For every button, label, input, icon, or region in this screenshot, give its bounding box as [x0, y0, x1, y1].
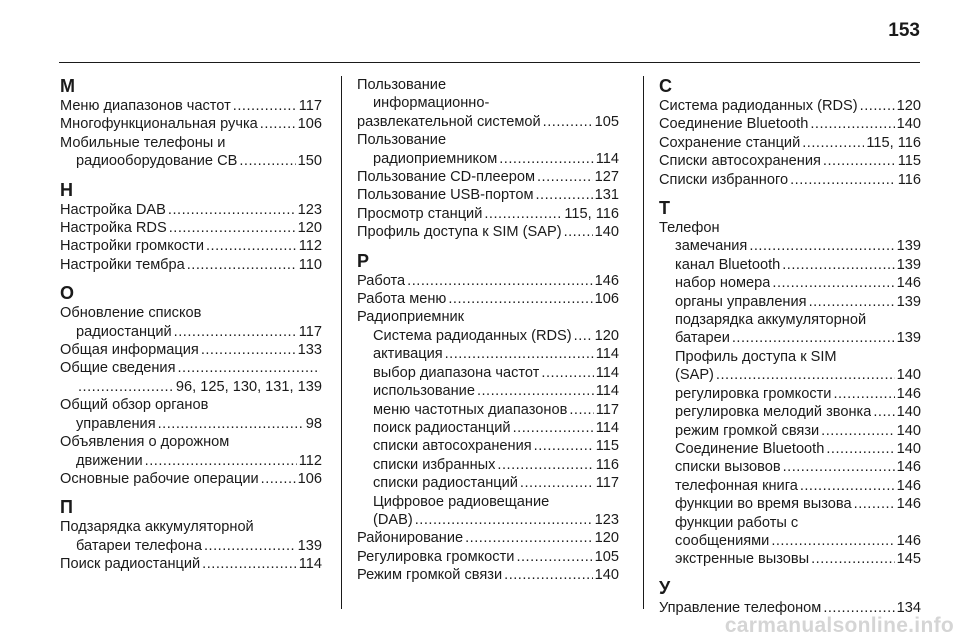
section-letter: У	[659, 577, 671, 598]
index-entry-term: выбор диапазона частот	[373, 364, 540, 381]
index-entry	[60, 256, 322, 274]
dot-leader	[772, 274, 894, 292]
index-entry	[357, 168, 619, 186]
index-entry-term: активация	[373, 346, 443, 363]
index-entry	[60, 237, 322, 255]
index-entry	[659, 293, 921, 311]
dot-leader	[800, 477, 895, 495]
index-entry-page: 139	[896, 256, 921, 273]
index-entry	[60, 323, 322, 341]
index-entry-term: Профиль доступа к SIM (SAP)	[357, 224, 562, 241]
index-entry-term: регулировка мелодий звонка	[675, 404, 872, 421]
dot-leader	[569, 401, 593, 419]
index-entry-term: Соединение Bluetooth	[675, 440, 825, 457]
dot-leader	[448, 290, 592, 308]
index-entry-term: регулировка громкости	[675, 385, 832, 402]
index-entry-page: 134	[896, 599, 921, 616]
index-entry	[659, 422, 921, 440]
index-column-1	[60, 76, 322, 574]
section-letter: О	[60, 283, 75, 304]
index-entry-term: функции во время вызова	[675, 496, 852, 513]
index-entry-line: информационно-	[373, 95, 490, 112]
index-entry	[60, 201, 322, 219]
index-entry	[357, 419, 619, 437]
index-entry-term: Работа меню	[357, 291, 447, 308]
index-entry	[357, 290, 619, 308]
index-entry	[357, 345, 619, 363]
index-entry-page: 115	[595, 438, 619, 455]
index-entry	[659, 403, 921, 421]
index-entry-page: 146	[896, 275, 921, 292]
index-entry-term: (DAB)	[373, 511, 413, 528]
index-entry-page: 123	[297, 201, 322, 218]
index-entry-page: 115, 116	[866, 134, 921, 151]
dot-leader	[177, 359, 320, 377]
index-entry	[357, 272, 619, 290]
dot-leader	[860, 97, 895, 115]
index-entry-page: 145	[896, 551, 921, 568]
section-letter: С	[659, 76, 672, 96]
index-entry-term: Настройка RDS	[60, 220, 167, 237]
index-entry-term: радиоприемником	[373, 150, 498, 167]
index-entry-page: 146	[594, 272, 619, 289]
index-entry-term: радиооборудование CB	[76, 153, 238, 170]
dot-leader	[158, 415, 304, 433]
index-entry-page: 139	[896, 293, 921, 310]
index-entry-term: режим громкой связи	[675, 422, 820, 439]
index-entry-page: 114	[595, 364, 619, 381]
dot-leader	[574, 327, 593, 345]
index-entry	[357, 150, 619, 168]
dot-leader	[811, 550, 895, 568]
index-entry	[659, 550, 921, 568]
index-entry	[60, 452, 322, 470]
dot-leader	[749, 237, 894, 255]
dot-leader	[854, 495, 895, 513]
index-entry-term: Система радиоданных (RDS)	[659, 98, 858, 114]
index-entry-term: канал Bluetooth	[675, 256, 781, 273]
index-entry	[60, 415, 322, 433]
index-entry-term: батареи	[675, 330, 730, 347]
index-entry-page: 105	[594, 548, 619, 565]
index-entry-term: использование	[373, 383, 475, 400]
index-entry-term: Настройки громкости	[60, 238, 204, 255]
index-entry-term: управления	[76, 415, 156, 432]
index-entry	[659, 134, 921, 152]
index-entry	[60, 115, 322, 133]
index-entry-page: 115, 116	[564, 205, 619, 222]
index-entry	[60, 359, 322, 377]
index-entry-term: списки избранных	[373, 456, 496, 473]
dot-leader	[445, 345, 594, 363]
index-entry-term: Система радиоданных (RDS)	[373, 327, 572, 344]
index-entry-line: Подзарядка аккумуляторной	[60, 519, 254, 536]
dot-leader	[78, 378, 174, 396]
index-entry-line: Пользование	[357, 77, 447, 93]
dot-leader	[201, 341, 296, 359]
index-entry-term: Режим громкой связи	[357, 567, 503, 584]
dot-leader	[536, 186, 593, 204]
dot-leader	[541, 364, 593, 382]
dot-leader	[802, 134, 864, 152]
page-number: 153	[888, 20, 920, 41]
index-entry-page: 131	[594, 187, 619, 204]
dot-leader	[202, 555, 297, 573]
index-entry-term: органы управления	[675, 293, 807, 310]
index-entry-page: 105	[594, 113, 619, 130]
section-letter: М	[60, 76, 75, 96]
dot-leader	[810, 115, 894, 133]
index-entry	[659, 256, 921, 274]
index-entry	[357, 474, 619, 492]
index-entry-page: 146	[896, 459, 921, 476]
index-entry	[60, 555, 322, 573]
dot-leader	[823, 152, 896, 170]
index-entry-term: Сохранение станций	[659, 134, 801, 151]
index-entry	[60, 152, 322, 170]
index-entry-term: Управление телефоном	[659, 599, 822, 616]
index-entry-line: Общий обзор органов	[60, 397, 209, 414]
dot-leader	[239, 152, 295, 170]
index-entry	[60, 470, 322, 488]
dot-leader	[873, 403, 894, 421]
dot-leader	[168, 201, 296, 219]
index-entry-page: 123	[594, 511, 619, 528]
index-entry	[60, 378, 322, 396]
dot-leader	[206, 237, 297, 255]
index-entry	[659, 366, 921, 384]
index-entry	[357, 113, 619, 131]
index-entry-line: Профиль доступа к SIM	[675, 348, 837, 365]
index-entry-term: Меню диапазонов частот	[60, 98, 231, 114]
index-entry-term: Списки автосохранения	[659, 153, 821, 170]
index-entry-page: 146	[896, 477, 921, 494]
index-entry	[357, 205, 619, 223]
index-entry-page: 139	[896, 238, 921, 255]
index-entry	[357, 548, 619, 566]
index-entry-line: подзарядка аккумуляторной	[675, 312, 867, 329]
dot-leader	[174, 323, 297, 341]
index-entry-page: 139	[297, 537, 322, 554]
index-entry-page: 127	[594, 169, 619, 186]
index-entry-page: 106	[297, 470, 322, 487]
dot-leader	[790, 171, 896, 189]
dot-leader	[187, 256, 297, 274]
index-entry	[659, 458, 921, 476]
dot-leader	[716, 366, 895, 384]
index-entry-term: радиостанций	[76, 323, 172, 340]
index-column-2	[357, 76, 619, 585]
dot-leader	[261, 470, 296, 488]
index-entry-line: Обновление списков	[60, 305, 202, 322]
dot-leader	[415, 511, 593, 529]
index-entry	[357, 456, 619, 474]
dot-leader	[821, 422, 894, 440]
index-entry-term: движении	[76, 452, 143, 469]
index-entry	[357, 437, 619, 455]
index-entry	[60, 219, 322, 237]
index-entry-page: 140	[896, 116, 921, 133]
dot-leader	[497, 456, 593, 474]
index-entry	[60, 341, 322, 359]
index-entry	[60, 97, 322, 115]
index-entry-term: Настройка DAB	[60, 201, 166, 218]
index-entry	[60, 537, 322, 555]
index-entry-term: списки радиостанций	[373, 475, 518, 492]
index-entry-page: 106	[594, 291, 619, 308]
index-entry	[357, 327, 619, 345]
index-entry-page: 114	[595, 346, 619, 363]
dot-leader	[833, 385, 894, 403]
index-entry-line: Цифровое радиовещание	[373, 493, 550, 510]
index-entry	[357, 223, 619, 241]
dot-leader	[233, 97, 297, 115]
index-entry-term: экстренные вызовы	[675, 551, 810, 568]
index-entry	[357, 401, 619, 419]
index-entry-page: 117	[298, 323, 322, 340]
index-entry	[659, 115, 921, 133]
index-entry-term: замечания	[675, 238, 748, 255]
watermark: carmanualsonline.info	[724, 614, 954, 637]
index-entry-page: 146	[896, 385, 921, 402]
dot-leader	[520, 474, 594, 492]
index-entry-term: Основные рабочие операции	[60, 470, 259, 487]
dot-leader	[771, 532, 894, 550]
index-entry-page: 114	[595, 383, 619, 400]
index-entry-page: 120	[297, 220, 322, 237]
index-entry-term: меню частотных диапазонов	[373, 401, 568, 418]
dot-leader	[407, 272, 592, 290]
index-entry-page: 112	[298, 452, 322, 469]
index-entry	[659, 274, 921, 292]
dot-leader	[145, 452, 297, 470]
index-entry-page: 115	[897, 153, 921, 170]
index-entry-page: 110	[298, 256, 322, 273]
section-letter: Р	[357, 250, 370, 271]
index-entry	[357, 382, 619, 400]
index-entry-term: Просмотр станций	[357, 205, 483, 222]
index-entry-page: 96, 125, 130, 131, 139	[175, 378, 322, 395]
index-entry-line: Мобильные телефоны и	[60, 134, 226, 151]
index-entry	[357, 511, 619, 529]
dot-leader	[826, 440, 894, 458]
index-entry-page: 140	[896, 367, 921, 384]
index-entry-page: 106	[297, 116, 322, 133]
index-entry-term: батареи телефона	[76, 537, 202, 554]
index-entry	[357, 529, 619, 547]
index-entry-term: телефонная книга	[675, 477, 798, 494]
section-letter: Т	[659, 198, 670, 219]
index-entry-term: списки вызовов	[675, 459, 781, 476]
index-entry-page: 114	[595, 150, 619, 167]
column-divider-2	[643, 76, 644, 609]
index-entry-line: Телефон	[659, 220, 720, 237]
dot-leader	[534, 437, 594, 455]
index-entry	[659, 440, 921, 458]
index-entry-page: 120	[594, 327, 619, 344]
index-entry-page: 120	[896, 98, 921, 114]
index-entry-line: Пользование	[357, 132, 447, 149]
index-entry-page: 140	[896, 404, 921, 421]
index-entry-term: Настройки тембра	[60, 256, 185, 273]
index-column-3	[659, 76, 921, 617]
index-entry-line: Радиоприемник	[357, 309, 465, 326]
index-entry	[659, 97, 921, 115]
section-letter: П	[60, 497, 73, 518]
dot-leader	[783, 458, 895, 476]
dot-leader	[564, 223, 593, 241]
index-entry-page: 140	[896, 422, 921, 439]
index-entry	[659, 329, 921, 347]
index-entry-page: 117	[298, 98, 322, 114]
dot-leader	[732, 329, 895, 347]
index-entry-page: 120	[594, 530, 619, 547]
index-entry-term: Регулировка громкости	[357, 548, 515, 565]
index-entry-term: Многофункциональная ручка	[60, 116, 258, 133]
index-entry	[357, 186, 619, 204]
index-entry	[659, 477, 921, 495]
index-entry	[659, 385, 921, 403]
index-entry-page: 117	[595, 475, 619, 492]
index-entry-page: 112	[298, 238, 322, 255]
index-entry-term: поиск радиостанций	[373, 419, 511, 436]
index-entry	[659, 495, 921, 513]
index-entry-page: 117	[595, 401, 619, 418]
index-entry-page: 98	[305, 415, 322, 432]
dot-leader	[513, 419, 594, 437]
index-entry	[659, 237, 921, 255]
dot-leader	[465, 529, 593, 547]
index-entry	[659, 152, 921, 170]
index-entry-term: Списки избранного	[659, 171, 789, 188]
dot-leader	[484, 205, 562, 223]
index-entry-page: 140	[594, 567, 619, 584]
dot-leader	[204, 537, 296, 555]
index-entry-page: 116	[595, 456, 619, 473]
index-entry	[357, 566, 619, 584]
index-entry-page: 114	[595, 419, 619, 436]
dot-leader	[477, 382, 594, 400]
index-entry-term: набор номера	[675, 275, 771, 292]
index-entry-page: 140	[594, 224, 619, 241]
dot-leader	[260, 115, 296, 133]
index-entry-page: 114	[298, 556, 322, 573]
index-entry-term: развлекательной системой	[357, 113, 541, 130]
dot-leader	[516, 548, 592, 566]
index-entry-term: Пользование USB-портом	[357, 187, 534, 204]
dot-leader	[499, 150, 593, 168]
index-entry-page: 139	[896, 330, 921, 347]
dot-leader	[537, 168, 593, 186]
index-entry-page: 116	[897, 171, 921, 188]
index-entry-page: 146	[896, 532, 921, 549]
index-entry	[357, 364, 619, 382]
dot-leader	[809, 293, 895, 311]
dot-leader	[504, 566, 593, 584]
dot-leader	[169, 219, 296, 237]
dot-leader	[782, 256, 894, 274]
index-entry-term: Соединение Bluetooth	[659, 116, 809, 133]
dot-leader	[543, 113, 593, 131]
index-entry-page: 146	[896, 496, 921, 513]
index-entry-term: списки автосохранения	[373, 438, 532, 455]
column-divider-1	[341, 76, 342, 609]
index-entry	[659, 532, 921, 550]
index-entry-term: Пользование CD-плеером	[357, 169, 535, 186]
index-entry-term: Общие сведения	[60, 360, 176, 377]
index-entry-term: Поиск радиостанций	[60, 556, 201, 573]
index-entry-term: Общая информация	[60, 342, 199, 359]
index-entry-line: функции работы с	[675, 514, 799, 531]
index-entry	[659, 171, 921, 189]
index-entry-line: Объявления о дорожном	[60, 434, 230, 451]
index-entry-term: сообщениями	[675, 532, 770, 549]
index-entry-term: Районирование	[357, 530, 464, 547]
index-entry-term: Работа	[357, 272, 406, 289]
index-entry-page: 133	[297, 342, 322, 359]
index-entry-page: 150	[297, 153, 322, 170]
index-entry-term: (SAP)	[675, 367, 714, 384]
section-letter: Н	[60, 179, 73, 200]
index-entry-page: 140	[896, 440, 921, 457]
header-rule	[59, 62, 920, 63]
